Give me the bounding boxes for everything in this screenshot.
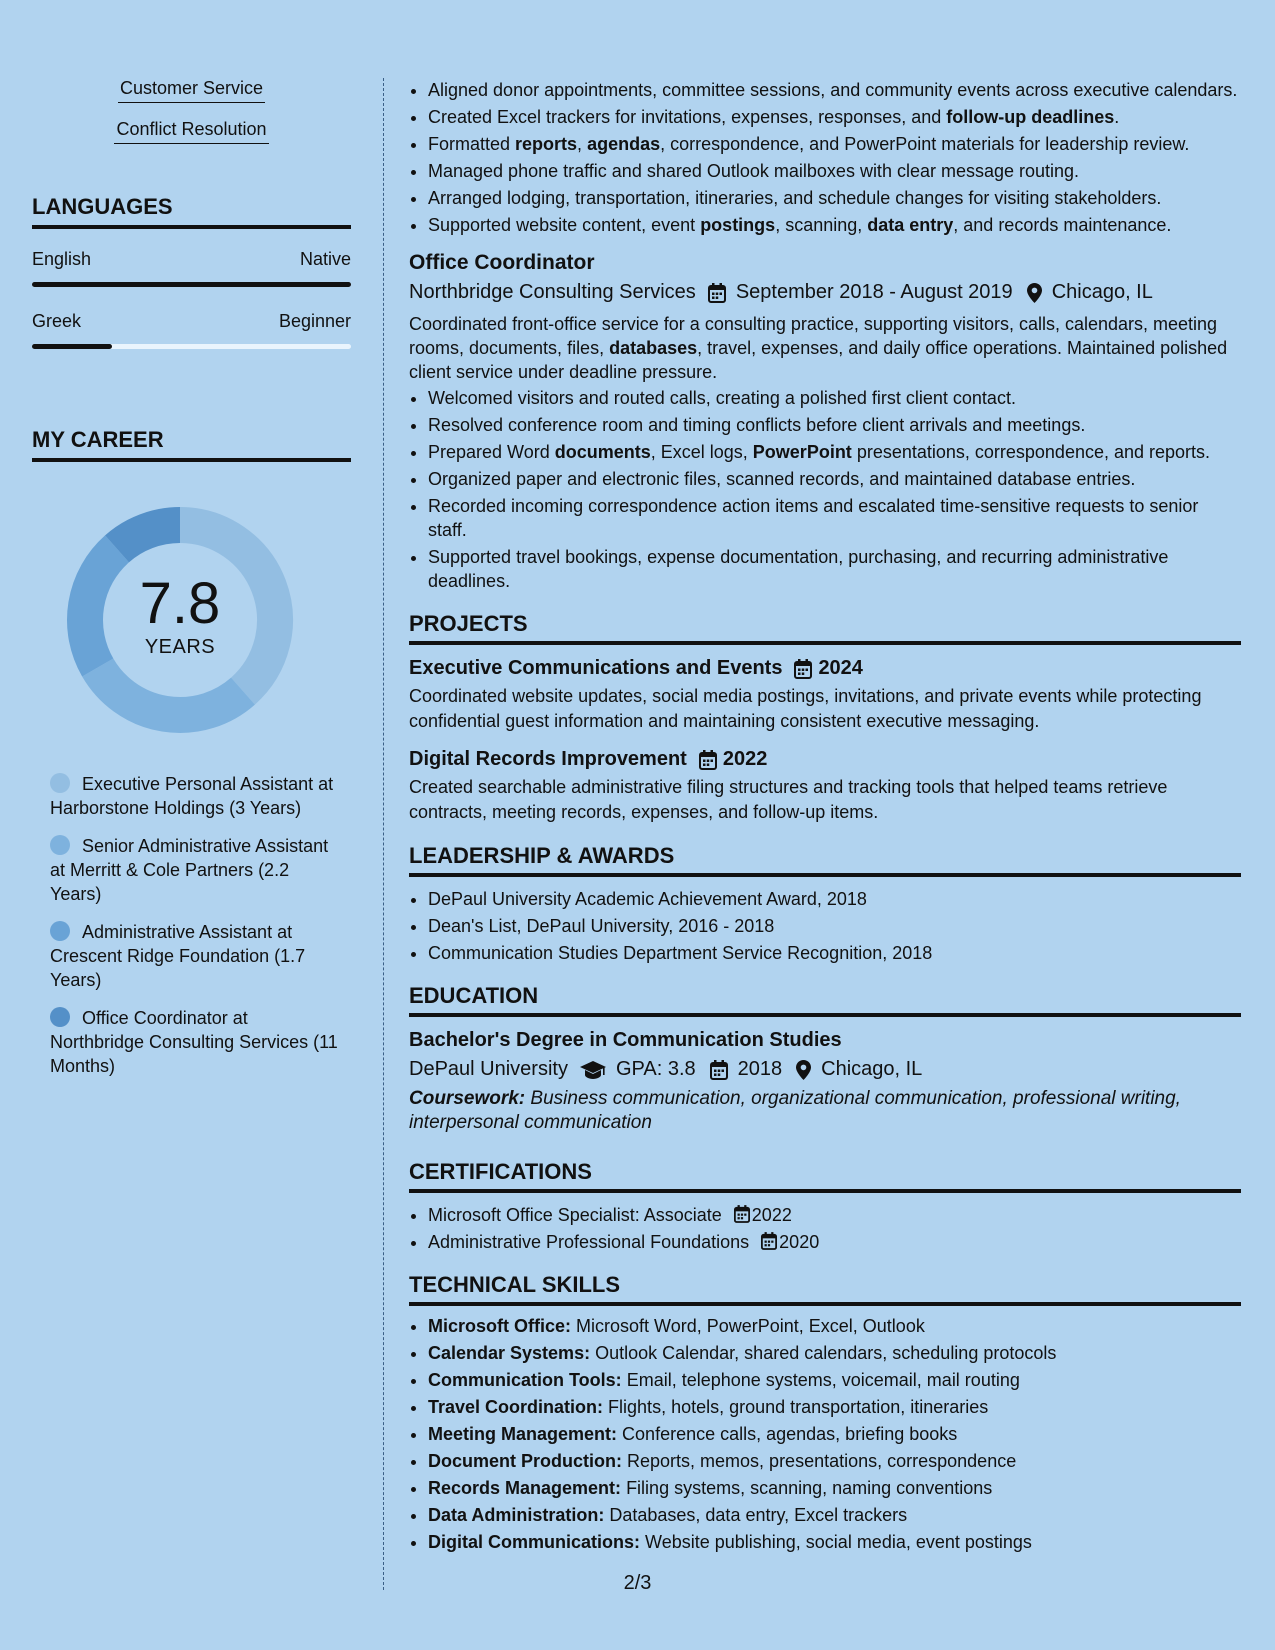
- previous-job-bullets: [409, 78, 1241, 237]
- bullet-item: • Supported travel bookings, expense documentation, purchasing, and recurring administrative deadlines.: [428, 545, 1241, 593]
- certification-year: 2022: [751, 1205, 792, 1225]
- job-location: Chicago, IL: [1051, 281, 1153, 303]
- skill-values: Website publishing, social media, event postings: [645, 1532, 1032, 1552]
- language-level: Native: [299, 249, 351, 269]
- bullet-item: • Prepared Word documents, Excel logs, PowerPoint presentations, correspondence, and reports.: [428, 440, 1241, 464]
- project-title: Digital Records Improvement: [409, 748, 687, 770]
- job-bullets: [409, 386, 1241, 593]
- career-legend: [50, 772, 340, 1078]
- language-level: Beginner: [278, 311, 351, 331]
- technical-skill-item: [428, 1503, 1241, 1527]
- calendar-icon: [708, 283, 726, 303]
- career-legend-item: [50, 834, 340, 906]
- legend-dot-icon: [50, 773, 70, 793]
- coursework: [409, 1087, 1241, 1135]
- job-meta: [409, 281, 1241, 304]
- language-level-bar: [32, 282, 351, 287]
- project-year: 2022: [722, 748, 768, 770]
- career-total-years: 7.8: [139, 571, 221, 636]
- project-year: 2024: [818, 657, 863, 679]
- bullet-item: • Welcomed visitors and routed calls, creating a polished first client contact.: [428, 386, 1241, 410]
- donut-segment: [98, 668, 243, 716]
- technical-skill-item: [428, 1476, 1241, 1500]
- bullet-item: • Supported website content, event postings, scanning, data entry, and records maintenance.: [428, 213, 1241, 237]
- project-description: Coordinated website updates, social media postings, invitations, and private events while protecting confidential guest information and maintaining consistent executive messaging.: [409, 686, 1202, 731]
- school-location: Chicago, IL: [821, 1058, 923, 1080]
- language-level-fill: [32, 282, 351, 287]
- bullet-item: • Recorded incoming correspondence action items and escalated time-sensitive requests to senior staff.: [428, 494, 1241, 542]
- project-title-row: [409, 748, 1241, 771]
- skill-values: Outlook Calendar, shared calendars, scheduling protocols: [595, 1343, 1057, 1363]
- degree-title: Bachelor's Degree in Communication Studies: [409, 1029, 842, 1051]
- page-number: 2/3: [623, 1572, 652, 1594]
- legend-dot-icon: [50, 1007, 70, 1027]
- career-legend-item: [50, 1006, 340, 1078]
- project-description: Created searchable administrative filing structures and tracking tools that helped teams retrieve contracts, meeting records, expenses, and follow-up items.: [409, 777, 1168, 822]
- technical-skill-item: [428, 1395, 1241, 1419]
- project-title: Executive Communications and Events: [409, 657, 783, 679]
- languages-heading: LANGUAGES: [32, 194, 351, 229]
- education-heading: EDUCATION: [409, 983, 1241, 1017]
- language-item: [32, 311, 351, 349]
- career-heading: MY CAREER: [32, 427, 351, 462]
- skill-category: Records Management:: [428, 1478, 622, 1498]
- language-item: [32, 249, 351, 287]
- school-name: DePaul University: [409, 1058, 568, 1080]
- skill-tag-label: Conflict Resolution: [114, 119, 268, 144]
- career-total-unit: YEARS: [144, 636, 216, 658]
- graduation-cap-icon: [580, 1061, 606, 1079]
- calendar-icon: [734, 1205, 750, 1223]
- certification-item: [428, 1230, 1241, 1254]
- skill-category: Communication Tools:: [428, 1370, 622, 1390]
- bullet-item: • Managed phone traffic and shared Outlook mailboxes with clear message routing.: [428, 159, 1241, 183]
- sidebar: [32, 78, 351, 1092]
- language-level-bar: [32, 344, 351, 349]
- bullet-item: • Aligned donor appointments, committee sessions, and community events across executive calendars.: [428, 78, 1241, 102]
- bullet-item: • Organized paper and electronic files, scanned records, and maintained database entries.: [428, 467, 1241, 491]
- coursework-text: Business communication, organizational communication, professional writing, interpersonal communication: [409, 1088, 1181, 1133]
- bullet-item: • Created Excel trackers for invitations, expenses, responses, and follow-up deadlines.: [428, 105, 1241, 129]
- job-title: Office Coordinator: [409, 251, 595, 274]
- skill-category: Calendar Systems:: [428, 1343, 591, 1363]
- location-pin-icon: [1027, 283, 1042, 303]
- location-pin-icon: [796, 1060, 811, 1080]
- coursework-label: Coursework:: [409, 1088, 526, 1109]
- skill-values: Flights, hotels, ground transportation, itineraries: [608, 1397, 989, 1417]
- skill-category: Microsoft Office:: [428, 1316, 572, 1336]
- certification-item: [428, 1203, 1241, 1227]
- certification-name: Administrative Professional Foundations: [428, 1232, 750, 1252]
- calendar-icon: [794, 659, 812, 679]
- skill-category: Travel Coordination:: [428, 1397, 604, 1417]
- skill-category: Document Production:: [428, 1451, 622, 1471]
- career-legend-label: Office Coordinator at Northbridge Consulting Services (11 Months): [50, 1008, 338, 1076]
- certifications-heading: CERTIFICATIONS: [409, 1159, 1241, 1193]
- job-dates: September 2018 - August 2019: [735, 281, 1013, 303]
- technical-skill-item: [428, 1368, 1241, 1392]
- donut-segment: [117, 525, 180, 549]
- certification-year: 2020: [779, 1232, 820, 1252]
- skill-tag: [32, 78, 351, 103]
- legend-dot-icon: [50, 835, 70, 855]
- technical-skill-item: [428, 1530, 1241, 1554]
- gpa: GPA: 3.8: [615, 1058, 696, 1080]
- calendar-icon: [699, 750, 717, 770]
- skill-values: Microsoft Word, PowerPoint, Excel, Outlook: [576, 1316, 925, 1336]
- skill-values: Databases, data entry, Excel trackers: [609, 1505, 908, 1525]
- language-name: Greek: [32, 311, 82, 331]
- technical-skills-heading: TECHNICAL SKILLS: [409, 1272, 1241, 1306]
- education-meta: [409, 1058, 1241, 1081]
- bullet-item: • Formatted reports, agendas, correspondence, and PowerPoint materials for leadership review.: [428, 132, 1241, 156]
- project-title-row: [409, 657, 1241, 680]
- skill-category: Meeting Management:: [428, 1424, 618, 1444]
- job-company: Northbridge Consulting Services: [409, 281, 696, 303]
- skill-category: Data Administration:: [428, 1505, 605, 1525]
- certifications-list: [409, 1203, 1241, 1254]
- award-item: • DePaul University Academic Achievement Award, 2018: [428, 887, 1241, 911]
- certification-name: Microsoft Office Specialist: Associate: [428, 1205, 722, 1225]
- skill-tag: [32, 119, 351, 144]
- skill-values: Conference calls, agendas, briefing books: [622, 1424, 958, 1444]
- calendar-icon: [710, 1060, 728, 1080]
- legend-dot-icon: [50, 921, 70, 941]
- language-name: English: [32, 249, 92, 269]
- career-legend-item: [50, 920, 340, 992]
- career-legend-label: Senior Administrative Assistant at Merritt & Cole Partners (2.2 Years): [50, 836, 329, 904]
- job-summary: Coordinated front-office service for a consulting practice, supporting visitors, calls, calendars, meeting rooms, documents, files, databases, travel, expenses, and daily office operations. Maintained polished client service under deadline pressure.: [409, 314, 1228, 382]
- column-divider: [383, 78, 384, 1590]
- skill-values: Email, telephone systems, voicemail, mail routing: [626, 1370, 1020, 1390]
- career-donut-chart: [64, 504, 296, 736]
- skill-values: Filing systems, scanning, naming conventions: [626, 1478, 993, 1498]
- leadership-list: [409, 887, 1241, 965]
- bullet-item: • Resolved conference room and timing conflicts before client arrivals and meetings.: [428, 413, 1241, 437]
- technical-skills-list: [409, 1314, 1241, 1554]
- career-legend-label: Executive Personal Assistant at Harborstone Holdings (3 Years): [50, 774, 334, 818]
- calendar-icon: [761, 1232, 777, 1250]
- main-column: [409, 78, 1241, 1557]
- technical-skill-item: [428, 1314, 1241, 1338]
- projects-heading: PROJECTS: [409, 611, 1241, 645]
- skill-tag-label: Customer Service: [118, 78, 265, 103]
- leadership-heading: LEADERSHIP & AWARDS: [409, 843, 1241, 877]
- award-item: • Dean's List, DePaul University, 2016 - 2018: [428, 914, 1241, 938]
- technical-skill-item: [428, 1422, 1241, 1446]
- graduation-year: 2018: [737, 1058, 783, 1080]
- bullet-item: • Arranged lodging, transportation, itineraries, and schedule changes for visiting stakeholders.: [428, 186, 1241, 210]
- technical-skill-item: [428, 1341, 1241, 1365]
- career-legend-item: [50, 772, 340, 820]
- skill-category: Digital Communications:: [428, 1532, 641, 1552]
- skill-values: Reports, memos, presentations, correspondence: [627, 1451, 1017, 1471]
- award-item: • Communication Studies Department Service Recognition, 2018: [428, 941, 1241, 965]
- technical-skill-item: [428, 1449, 1241, 1473]
- language-level-fill: [32, 344, 112, 349]
- career-legend-label: Administrative Assistant at Crescent Ridge Foundation (1.7 Years): [50, 922, 306, 990]
